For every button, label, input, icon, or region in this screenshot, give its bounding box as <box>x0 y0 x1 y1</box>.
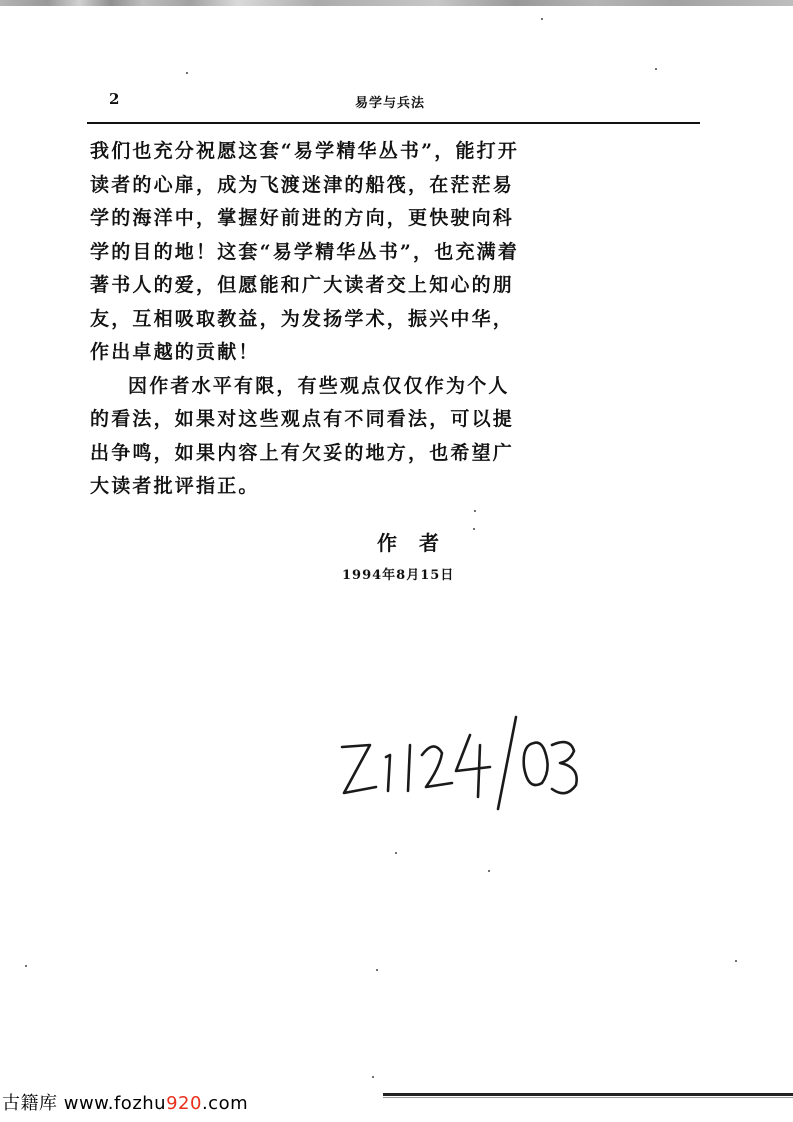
scan-speck <box>541 18 543 20</box>
scan-speck <box>473 528 475 530</box>
watermark-url-suffix: .com <box>201 1093 249 1114</box>
scan-bottom-rule-shadow <box>383 1097 793 1098</box>
scan-speck <box>655 68 657 70</box>
page-number: 2 <box>109 90 120 108</box>
scan-speck <box>372 1076 374 1078</box>
body-text <box>90 135 530 504</box>
handwritten-note-graphic <box>330 705 590 815</box>
watermark-url-prefix: www.fozhu <box>63 1093 167 1114</box>
watermark <box>2 1089 248 1115</box>
scan-speck <box>376 969 378 971</box>
scan-speck <box>25 965 27 967</box>
running-title: 易学与兵法 <box>355 96 426 111</box>
scan-edge-artifact <box>0 0 793 6</box>
scan-speck <box>395 852 397 854</box>
scan-speck <box>474 510 476 512</box>
scan-bottom-rule <box>383 1093 793 1096</box>
paragraph-2: 因作者水平有限，有些观点仅仅作为个人的看法，如果对这些观点有不同看法，可以提出争鸣，如果内容上有欠妥的地方，也希望广大读者批评指正。 <box>90 374 515 497</box>
page-header <box>87 88 700 124</box>
scan-speck <box>186 72 188 74</box>
scan-speck <box>735 960 737 962</box>
author-signature: 作者 <box>377 531 461 555</box>
watermark-site-name: 古籍库 <box>2 1093 58 1114</box>
watermark-url-highlight: 920 <box>166 1093 202 1114</box>
scan-speck <box>488 870 490 872</box>
paragraph-1: 我们也充分祝愿这套“易学精华丛书”，能打开读者的心扉，成为飞渡迷津的船筏，在茫茫易学的海洋中，掌握好前进的方向，更快驶向科学的目的地！这套“易学精华丛书”，也充满着著书人的爱，但愿能和广大读者交上知心的朋友，互相吸取教益，为发扬学术，振兴中华，作出卓越的贡献！ <box>90 140 520 363</box>
signature-date: 1994年8月15日 <box>342 568 455 583</box>
